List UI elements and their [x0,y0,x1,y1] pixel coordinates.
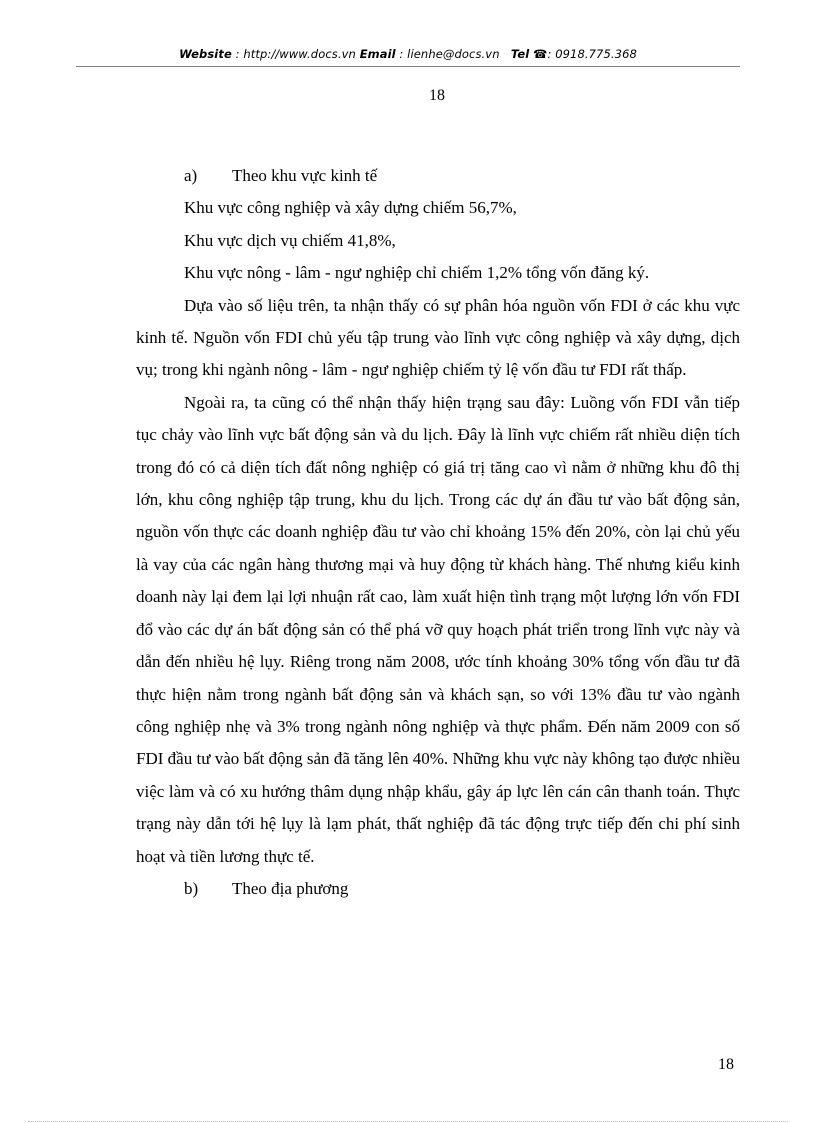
industry-construction-line: Khu vực công nghiệp và xây dựng chiếm 56,7%, [184,198,517,218]
paragraph-current-state: Ngoài ra, ta cũng có thể nhận thấy hiện trạng sau đây: Luồng vốn FDI vẫn tiếp tục chảy vào lĩnh vực bất động sản và du lịch. Đây là lĩnh vực chiếm rất nhiều diện tích trong đó có cả diện tích đất nông nghiệp có giá trị tăng cao vì nằm ở những khu đô thị lớn, khu công nghiệp tập trung, khu du lịch. Trong các dự án đầu tư vào bất động sản, nguồn vốn thực các doanh nghiệp đầu tư vào chỉ khoảng 15% đến 20%, còn lại chủ yếu là vay của các ngân hàng thương mại và huy động từ khách hàng. Thế nhưng kiểu kinh doanh này lại đem lại lợi nhuận rất cao, làm xuất hiện tình trạng một lượng lớn vốn FDI đổ vào các dự án bất động sản có thể phá vỡ quy hoạch phát triển trong lĩnh vực này và dẫn đến nhiều hệ lụy. Riêng trong năm 2008, ước tính khoảng 30% tổng vốn đầu tư đã thực hiện nằm trong ngành bất động sản và khách sạn, so với 13% đầu tư vào ngành công nghiệp nhẹ và 3% trong ngành nông nghiệp và thực phẩm. Đến năm 2009 con số FDI đầu tư vào bất động sản đã tăng lên 40%. Những khu vực này không tạo được nhiều việc làm và có xu hướng thâm dụng nhập khẩu, gây áp lực lên cán cân thanh toán. Thực trạng này dẫn tới hệ lụy là lạm phát, thất nghiệp đã tác động trực tiếp đến chi phí sinh hoạt và tiền lương thực tế. [136,392,740,866]
services-line: Khu vực dịch vụ chiếm 41,8%, [184,230,396,250]
paragraph-analysis: Dựa vào số liệu trên, ta nhận thấy có sự phân hóa nguồn vốn FDI ở các khu vực kinh tế. Nguồn vốn FDI chủ yếu tập trung vào lĩnh vực công nghiệp và xây dựng, dịch vụ; trong khi ngành nông - lâm - ngư nghiệp chiếm tỷ lệ vốn đầu tư FDI rất thấp. [136,295,740,380]
header-divider [76,66,740,67]
page-header [76,47,740,61]
website-separator: : [231,47,244,61]
section-b-marker: b) [184,878,199,898]
section-b-title: Theo địa phương [232,878,349,898]
section-a-title: Theo khu vực kinh tế [232,166,378,185]
phone-icon: ☎ [533,47,548,61]
section-a-heading [136,160,740,192]
tel-label: Tel [510,47,530,61]
page-number-bottom: 18 [718,1056,734,1073]
page-number-top: 18 [429,87,445,104]
website-label: Website [179,47,232,61]
email-address[interactable]: lienhe@docs.vn [407,47,500,61]
tel-separator: : [547,47,556,61]
agriculture-line: Khu vực nông - lâm - ngư nghiệp chỉ chiếm 1,2% tổng vốn đăng ký. [184,263,650,283]
section-a-marker: a) [184,166,198,185]
email-separator: : [395,47,408,61]
page-bottom-border [28,1121,788,1122]
email-label: Email [359,47,396,61]
section-b-heading [136,873,740,905]
website-url[interactable]: http://www.docs.vn [243,47,356,61]
document-body [136,160,740,905]
tel-number: 0918.775.368 [555,47,637,61]
